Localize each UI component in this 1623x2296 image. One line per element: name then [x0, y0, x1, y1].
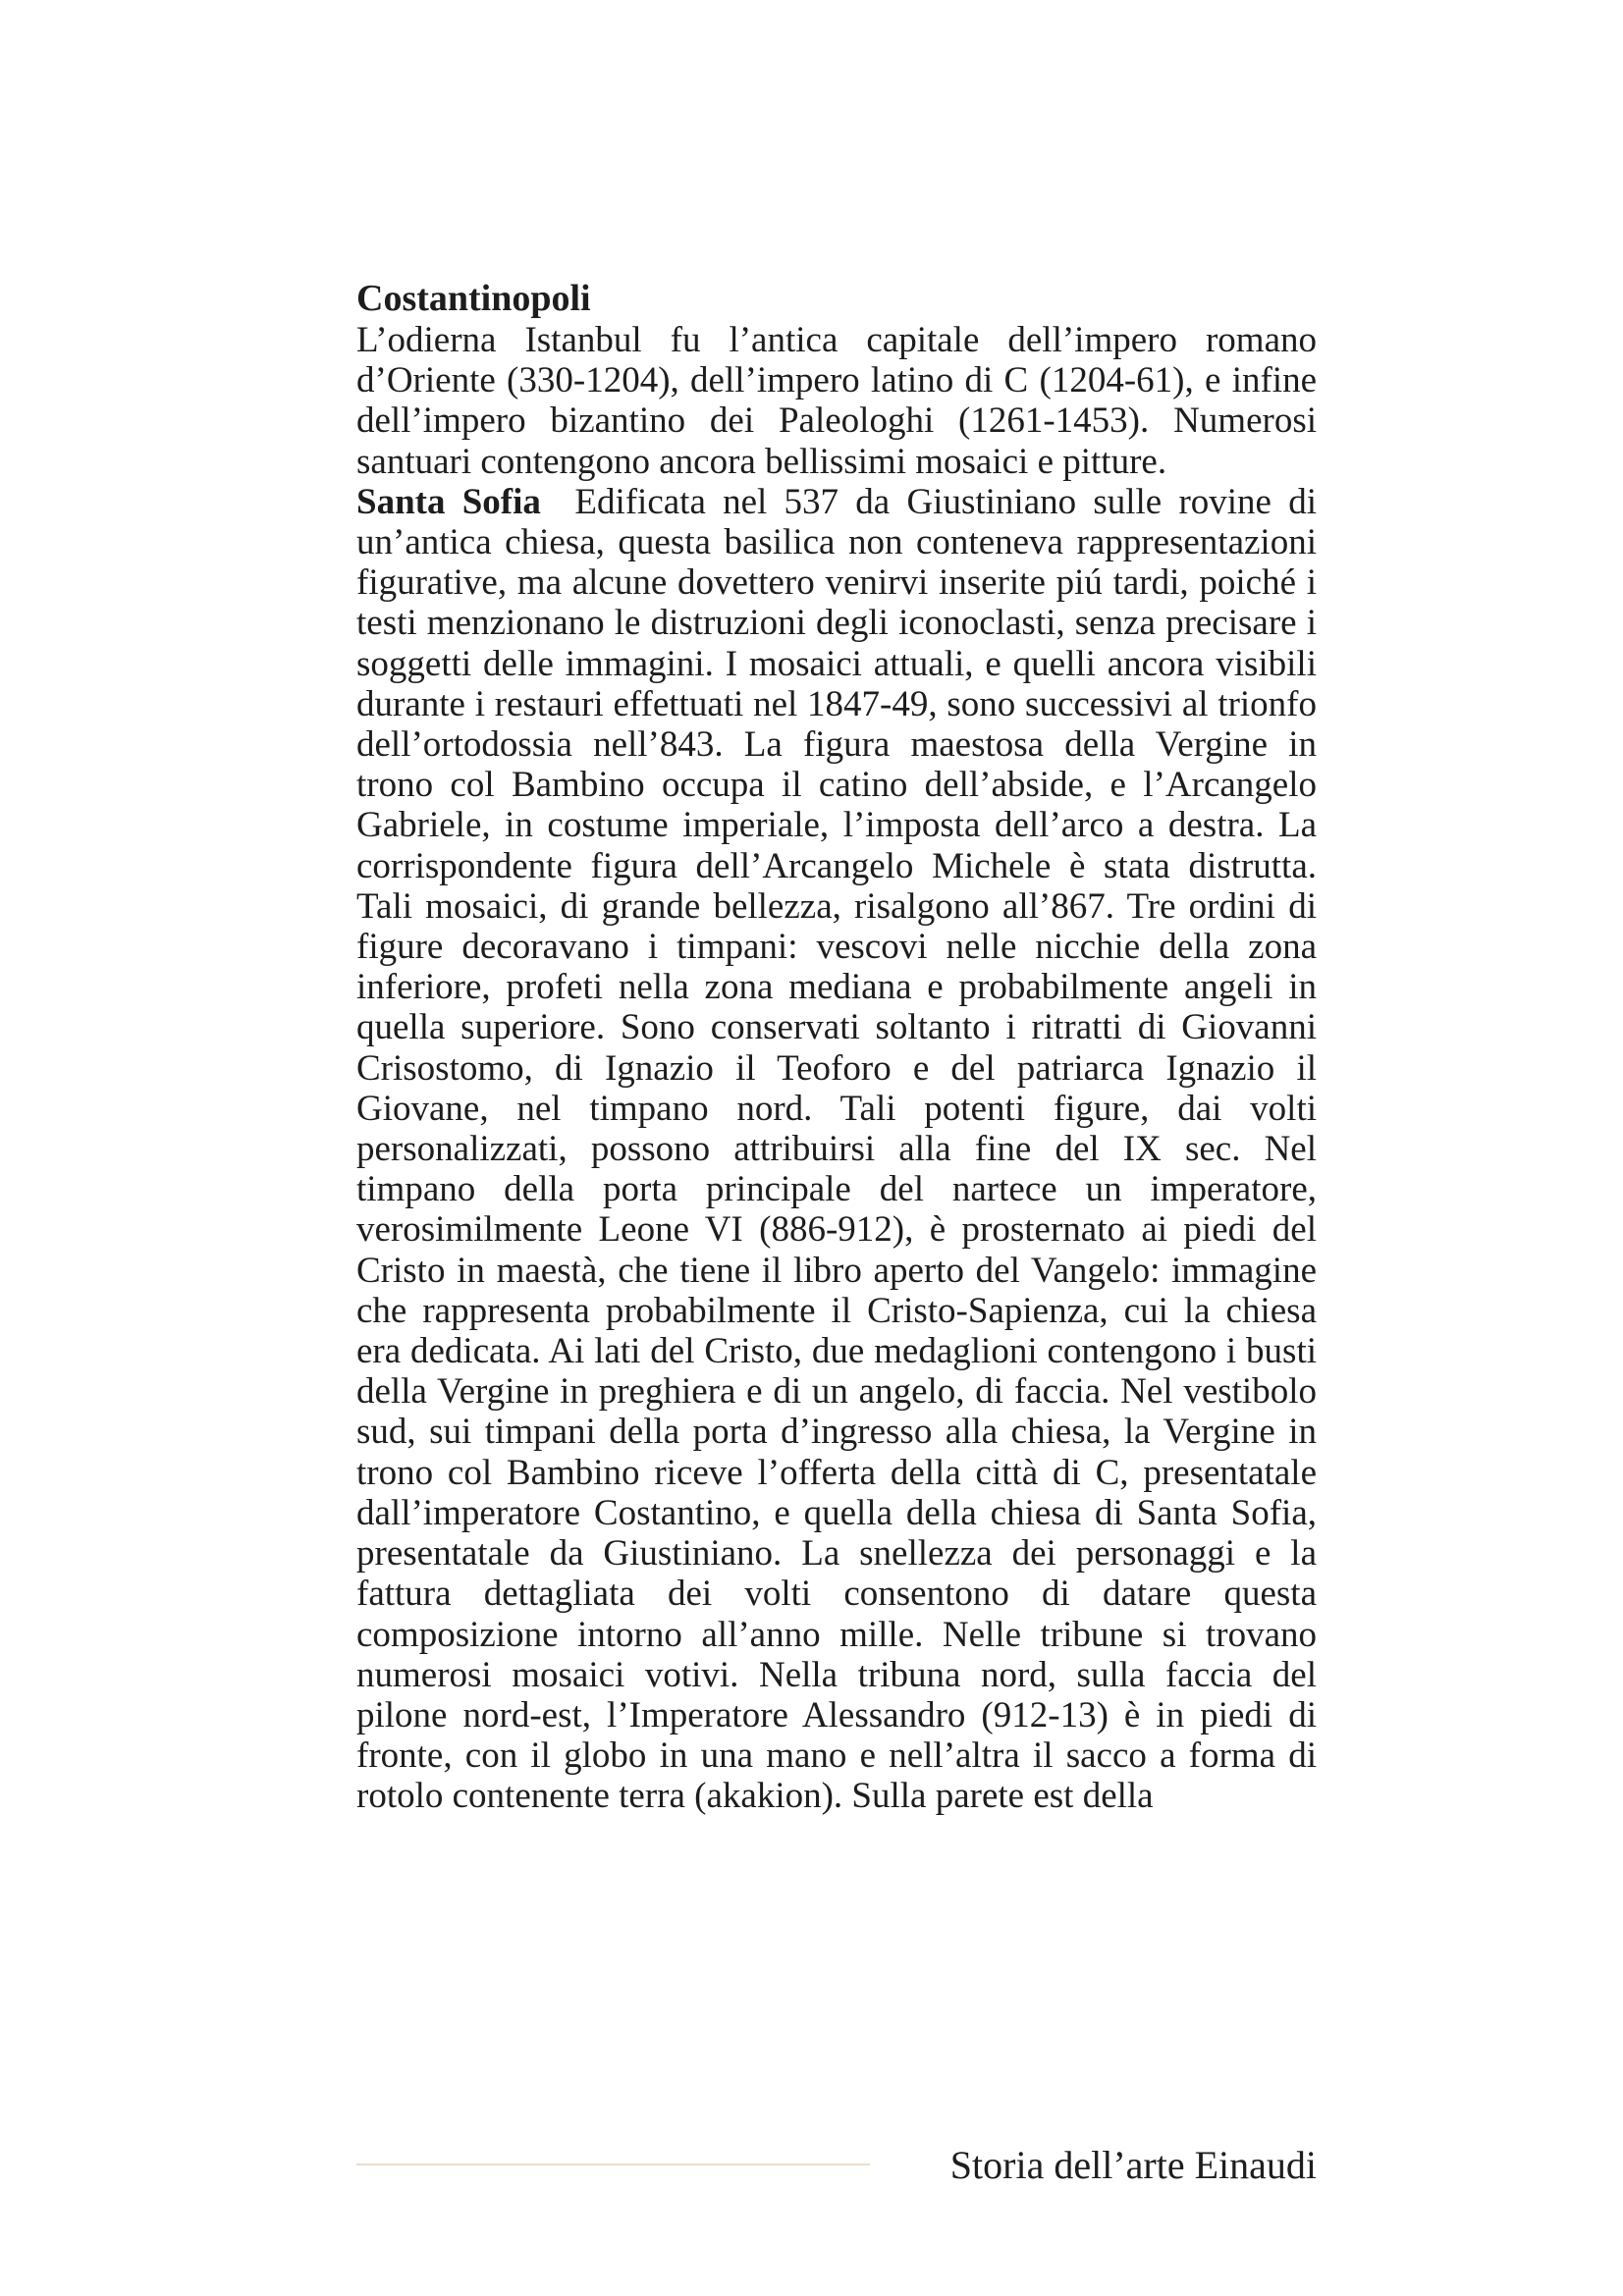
section-text: Edificata nel 537 da Giustiniano sulle rovine di un’antica chiesa, questa basilica non conteneva rappresentazioni figurative, ma alcune dovettero venirvi inserite piú tardi, poiché i testi menzionano le distruzioni degli iconoclasti, senza precisare i soggetti delle immagini. I mosaici attuali, e quelli ancora visibili durante i restauri effettuati nel 1847-49, sono successivi al trionfo dell’ortodossia nell’843. La figura maestosa della Vergine in trono col Bambino occupa il catino dell’abside, e l’Arcangelo Gabriele, in costume imperiale, l’imposta dell’arco a destra. La corrispondente figura dell’Arcangelo Michele è stata distrutta. Tali mosaici, di grande bellezza, risalgono all’867. Tre ordini di figure decoravano i timpani: vescovi nelle nicchie della zona inferiore, profeti nella zona mediana e probabilmente angeli in quella superiore. Sono conservati soltanto i ritratti di Giovanni Crisostomo, di Ignazio il Teoforo e del patriarca Ignazio il Giovane, nel timpano nord. Tali potenti figure, dai volti personalizzati, possono attribuirsi alla fine del IX sec. Nel timpano della porta principale del nartece un imperatore, verosimilmente Leone VI (886-912), è prosternato ai piedi del Cristo in maestà, che tiene il libro aperto del Vangelo: immagine che rappresenta probabilmente il Cristo-Sapienza, cui la chiesa era dedicata. Ai lati del Cristo, due medaglioni contengono i busti della Vergine in preghiera e di un angelo, di faccia. Nel vestibolo sud, sui timpani della porta d’ingresso alla chiesa, la Vergine in trono col Bambino riceve l’offerta della città di C, presentatale dall’imperatore Costantino, e quella della chiesa di Santa Sofia, presentatale da Giustiniano. La snellezza dei personaggi e la fattura dettagliata dei volti consentono di datare questa composizione intorno all’anno mille. Nelle tribune si trovano numerosi mosaici votivi. Nella tribuna nord, sulla faccia del pilone nord-est, l’Imperatore Alessandro (912-13) è in piedi di fronte, con il globo in una mano e nell’altra il sacco a forma di rotolo contenente terra (akakion). Sulla parete est della [356, 481, 1317, 1817]
section-lead: Santa Sofia [356, 481, 541, 522]
section-paragraph [356, 482, 1317, 1817]
footer-title: Storia dell’arte Einaudi [949, 2143, 1317, 2187]
intro-paragraph: L’odierna Istanbul fu l’antica capitale dell’impero romano d’Oriente (330-1204), dell’impero latino di C (1204-61), e infine dell’impero bizantino dei Paleologhi (1261-1453). Numerosi santuari contengono ancora bellissimi mosaici e pitture. [356, 320, 1317, 482]
article-title: Costantinopoli [356, 278, 591, 319]
article-body [356, 277, 1317, 1817]
page-footer [356, 2142, 1317, 2191]
footer-rule [356, 2163, 870, 2165]
